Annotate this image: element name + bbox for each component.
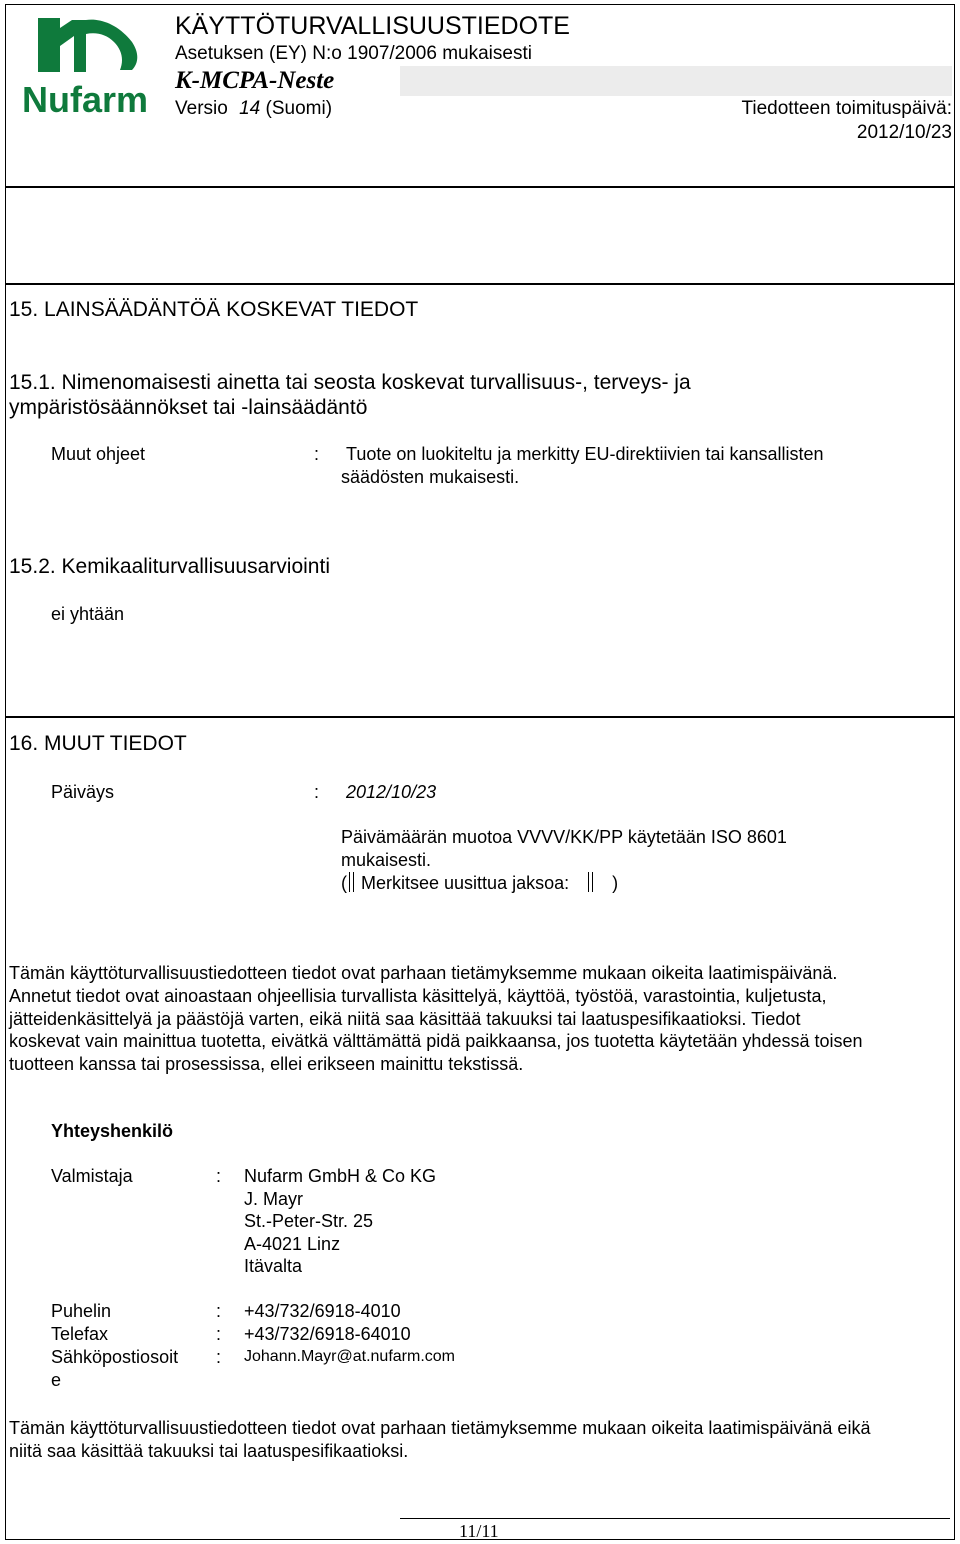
version-number: 14 (239, 98, 261, 119)
product-name: K-MCPA-Neste (175, 67, 335, 94)
revision-bar-icon (349, 872, 354, 892)
colon-separator: : (314, 782, 320, 802)
colon-separator: : (216, 1166, 222, 1186)
email-value[interactable]: Johann.Mayr@at.nufarm.com (244, 1348, 455, 1365)
version-label: Versio (175, 98, 228, 119)
fax-label: Telefax (51, 1324, 109, 1344)
date-format-note-cont: mukaisesti. (341, 850, 432, 870)
email-label-cont: e (51, 1370, 62, 1390)
disclaimer-line: tuotteen kanssa tai prosessissa, ellei erikseen mainittu tekstissä. (9, 1054, 524, 1074)
phone-label: Puhelin (51, 1301, 112, 1321)
revision-close: ) (612, 873, 619, 893)
final-disclaimer-line: niitä saa käsittää takuuksi tai laatuspesifikaatioksi. (9, 1441, 409, 1461)
manufacturer-line: Itävalta (244, 1256, 303, 1276)
colon-separator: : (314, 444, 320, 464)
disclaimer-line: Tämän käyttöturvallisuustiedotteen tiedot ovat parhaan tietämyksemme mukaan oikeita laatimispäivänä. (9, 963, 838, 983)
fax-value: +43/732/6918-64010 (244, 1324, 411, 1344)
revision-open: ( (341, 873, 347, 893)
subsection-15-2-title: 15.2. Kemikaaliturvallisuusarviointi (9, 555, 330, 578)
revision-bar-icon (588, 872, 593, 892)
header-divider (5, 186, 955, 188)
section-16-divider (5, 716, 955, 718)
date-value: 2012/10/23 (346, 782, 437, 802)
disclaimer-line: jätteidenkäsittelyä ja päästöjä varten, eikä niitä saa käsittää takuuksi tai laatuspesifikaatioksi. Tiedot (9, 1009, 801, 1029)
final-disclaimer-line: Tämän käyttöturvallisuustiedotteen tiedot ovat parhaan tietämyksemme mukaan oikeita laatimispäivänä eikä (9, 1418, 871, 1438)
logo-text: Nufarm (22, 79, 149, 120)
manufacturer-line: Nufarm GmbH & Co KG (244, 1166, 437, 1186)
document-title: KÄYTTÖTURVALLISUUSTIEDOTE (175, 12, 570, 40)
contact-title: Yhteyshenkilö (51, 1121, 174, 1141)
header-grey-bar (400, 66, 952, 96)
nufarm-logo (20, 10, 150, 120)
footer-divider (400, 1518, 950, 1519)
other-instructions-label: Muut ohjeet (51, 444, 146, 464)
issue-date-label: Tiedotteen toimituspäivä: (741, 98, 952, 119)
chemical-safety-value: ei yhtään (51, 604, 125, 624)
subsection-15-1-title-cont: ympäristösäännökset tai -lainsäädäntö (9, 396, 368, 419)
subsection-15-1-title: 15.1. Nimenomaisesti ainetta tai seosta koskevat turvallisuus-, terveys- ja (9, 371, 691, 394)
section-16-title: 16. MUUT TIEDOT (9, 732, 187, 755)
other-instructions-value: Tuote on luokiteltu ja merkitty EU-direktiivien tai kansallisten (346, 444, 824, 464)
section-15-title: 15. LAINSÄÄDÄNTÖÄ KOSKEVAT TIEDOT (9, 298, 419, 321)
colon-separator: : (216, 1301, 222, 1321)
page-number: 11/11 (459, 1521, 499, 1541)
section-15-divider (5, 283, 955, 285)
revision-text: Merkitsee uusittua jaksoa: (361, 873, 570, 893)
disclaimer-line: Annetut tiedot ovat ainoastaan ohjeellisia turvallista käsittelyä, käyttöä, työstöä, varastointia, kuljetusta, (9, 986, 827, 1006)
phone-value: +43/732/6918-4010 (244, 1301, 401, 1321)
issue-date-value: 2012/10/23 (856, 122, 952, 143)
regulation-line: Asetuksen (EY) N:o 1907/2006 mukaisesti (175, 43, 532, 64)
colon-separator: : (216, 1324, 222, 1344)
manufacturer-label: Valmistaja (51, 1166, 133, 1186)
version-language: (Suomi) (265, 98, 333, 119)
other-instructions-value-cont: säädösten mukaisesti. (341, 467, 520, 487)
disclaimer-line: koskevat vain mainittua tuotetta, eivätkä välttämättä pidä paikkaansa, jos tuotetta käytetään yhdessä toisen (9, 1031, 863, 1051)
manufacturer-line: St.-Peter-Str. 25 (244, 1211, 374, 1231)
manufacturer-line: A-4021 Linz (244, 1234, 341, 1254)
manufacturer-line: J. Mayr (244, 1189, 304, 1209)
date-format-note: Päivämäärän muotoa VVVV/KK/PP käytetään ISO 8601 (341, 827, 787, 847)
date-label: Päiväys (51, 782, 115, 802)
revision-marker-note (341, 872, 618, 895)
email-label: Sähköpostiosoit (51, 1347, 179, 1367)
version-line (175, 98, 332, 120)
page-frame (5, 4, 955, 1540)
colon-separator: : (216, 1347, 222, 1367)
